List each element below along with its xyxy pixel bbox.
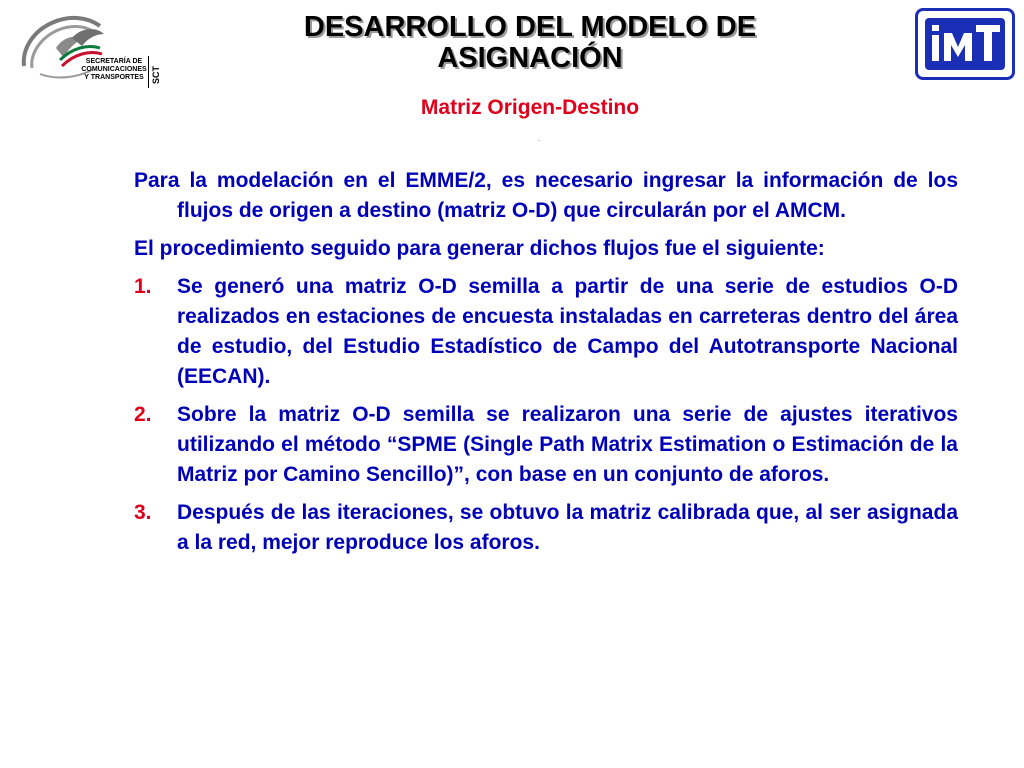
imt-logo	[915, 8, 1015, 80]
slide-title	[200, 12, 860, 74]
list-item-number: 2.	[134, 403, 152, 426]
list-item-text: Después de las iteraciones, se obtuvo la matriz calibrada que, al ser asignada a la red, mejor reproduce los aforos.	[177, 501, 958, 554]
list-item-text: Se generó una matriz O-D semilla a partir de una serie de estudios O-D realizados en estaciones de encuesta instaladas en carreteras dentro del área de estudio, del Estudio Estadístico de Campo del Autotransporte Nacional (EECAN).	[177, 275, 958, 388]
list-item	[134, 400, 958, 490]
sct-abbrev: SCT	[151, 66, 161, 84]
title-line-2: ASIGNACIÓN	[437, 42, 623, 74]
title-line-1: DESARROLLO DEL MODELO DE	[303, 11, 757, 43]
sct-separator	[148, 56, 149, 88]
slide-subtitle: Matriz Origen-Destino	[420, 96, 640, 119]
paragraph-procedure: El procedimiento seguido para generar dichos flujos fue el siguiente:	[134, 237, 825, 260]
list-item	[134, 272, 958, 392]
sct-org-line1: SECRETARÍA DE	[85, 58, 143, 65]
slide-body	[134, 166, 958, 566]
sct-org-line2: COMUNICACIONES	[81, 66, 147, 73]
paragraph-intro: Para la modelación en el EMME/2, es necesario ingresar la información de los flujos de origen a destino (matriz O-D) que circularán por el AMCM.	[134, 169, 958, 222]
sct-org-line3: Y TRANSPORTES	[84, 74, 144, 81]
list-item-number: 1.	[134, 275, 152, 298]
sct-org-name	[78, 58, 150, 82]
list-item-number: 3.	[134, 501, 152, 524]
list-item	[134, 498, 958, 558]
imt-logo-icon	[918, 11, 1012, 77]
sct-logo	[16, 8, 166, 88]
stray-dot: .	[538, 134, 541, 143]
list-item-text: Sobre la matriz O-D semilla se realizaron una serie de ajustes iterativos utilizando el método “SPME (Single Path Matrix Estimation o Estimación de la Matriz por Camino Sencillo)”, con base en un conjunto de aforos.	[177, 403, 958, 486]
